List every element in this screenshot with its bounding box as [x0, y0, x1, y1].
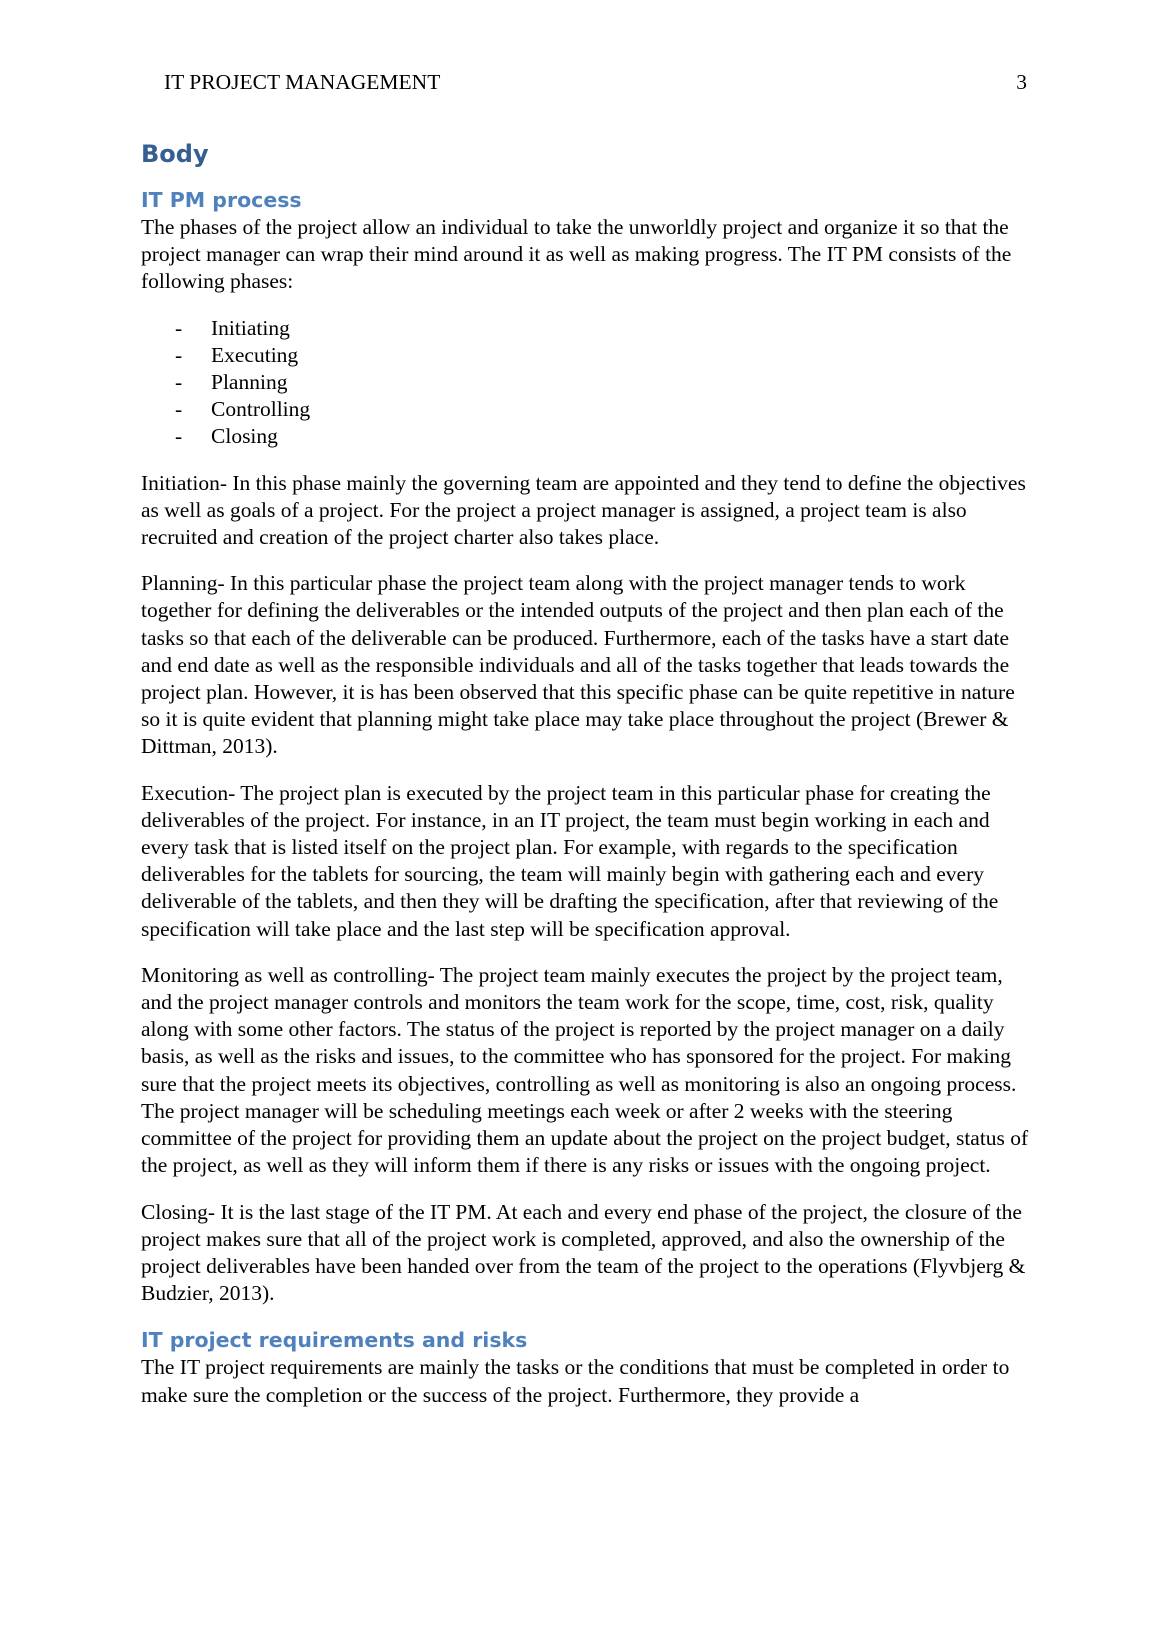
requirements-paragraph: The IT project requirements are mainly the tasks or the conditions that must be completed in order to make sure the completion or the success of the project. Furthermore, they provide a — [141, 1355, 1010, 1407]
phase-label: Planning — [211, 370, 288, 395]
bullet-marker: - — [175, 397, 183, 422]
body-heading: Body — [141, 140, 209, 168]
phase-label: Initiating — [211, 315, 290, 340]
initiation-paragraph: Initiation- In this phase mainly the governing team are appointed and they tend to define the objectives as well as goals of a project. For the project a project manager is assigned, a project team is also recruited and creation of the project charter also takes place. — [141, 470, 1026, 550]
section-heading-it-pm-process: IT PM process — [141, 188, 302, 212]
planning-paragraph: Planning- In this particular phase the project team along with the project manager tends to work together for defining the deliverables or the intended outputs of the project and then plan each of the tasks so that each of the deliverable can be produced. Furthermore, each of the tasks have a start date and end date as well as the responsible individuals and all of the tasks together that leads towards the project plan. However, it is has been observed that this specific phase can be quite repetitive in nature so it is quite evident that planning might take place may take place throughout the project (Brewer & Dittman, 2013). — [141, 571, 1015, 759]
phase-list — [141, 315, 1034, 451]
list-item — [141, 423, 1034, 450]
running-header — [164, 68, 1027, 96]
execution-paragraph: Execution- The project plan is executed by the project team in this particular phase for creating the deliverables of the project. For instance, in an IT project, the team must begin working in each and every task that is listed itself on the project plan. For example, with regards to the specification deliverables for the tablets for sourcing, the team will mainly begin with gathering each and every deliverable of the tablets, and then they will be drafting the specification, after that reviewing of the specification will take place and the last step will be specification approval. — [141, 780, 999, 941]
list-item — [141, 369, 1034, 396]
phase-label: Closing — [211, 424, 278, 449]
running-title: IT PROJECT MANAGEMENT — [164, 70, 441, 94]
monitoring-paragraph: Monitoring as well as controlling- The project team mainly executes the project by the project team, and the project manager controls and monitors the team work for the scope, time, cost, risk, quality along with some other factors. The status of the project is reported by the project manager on a daily basis, as well as the risks and issues, to the committee who has sponsored for the project. For making sure that the project meets its objectives, controlling as well as monitoring is also an ongoing process. The project manager will be scheduling meetings each week or after 2 weeks with the steering committee of the project for providing them an update about the project on the project budget, status of the project, as well as they will inform them if there is any risks or issues with the ongoing project. — [141, 962, 1029, 1178]
bullet-marker: - — [175, 370, 183, 395]
document-body — [141, 138, 1034, 1428]
list-item — [141, 315, 1034, 342]
page-number: 3 — [1016, 70, 1027, 94]
list-item — [141, 396, 1034, 423]
bullet-marker: - — [175, 342, 183, 367]
list-item — [141, 342, 1034, 369]
intro-paragraph: The phases of the project allow an individual to take the unworldly project and organize it so that the project manager can wrap their mind around it as well as making progress. The IT PM consists of the following phases: — [141, 215, 1012, 294]
closing-paragraph: Closing- It is the last stage of the IT PM. At each and every end phase of the project, the closure of the project makes sure that all of the project work is completed, approved, and also the ownership of the project deliverables have been handed over from the team of the project to the operations (Flyvbjerg & Budzier, 2013). — [141, 1199, 1026, 1306]
bullet-marker: - — [175, 315, 183, 340]
section-heading-requirements-risks: IT project requirements and risks — [141, 1328, 528, 1353]
phase-label: Executing — [211, 342, 299, 367]
bullet-marker: - — [175, 424, 183, 449]
phase-label: Controlling — [211, 397, 311, 422]
